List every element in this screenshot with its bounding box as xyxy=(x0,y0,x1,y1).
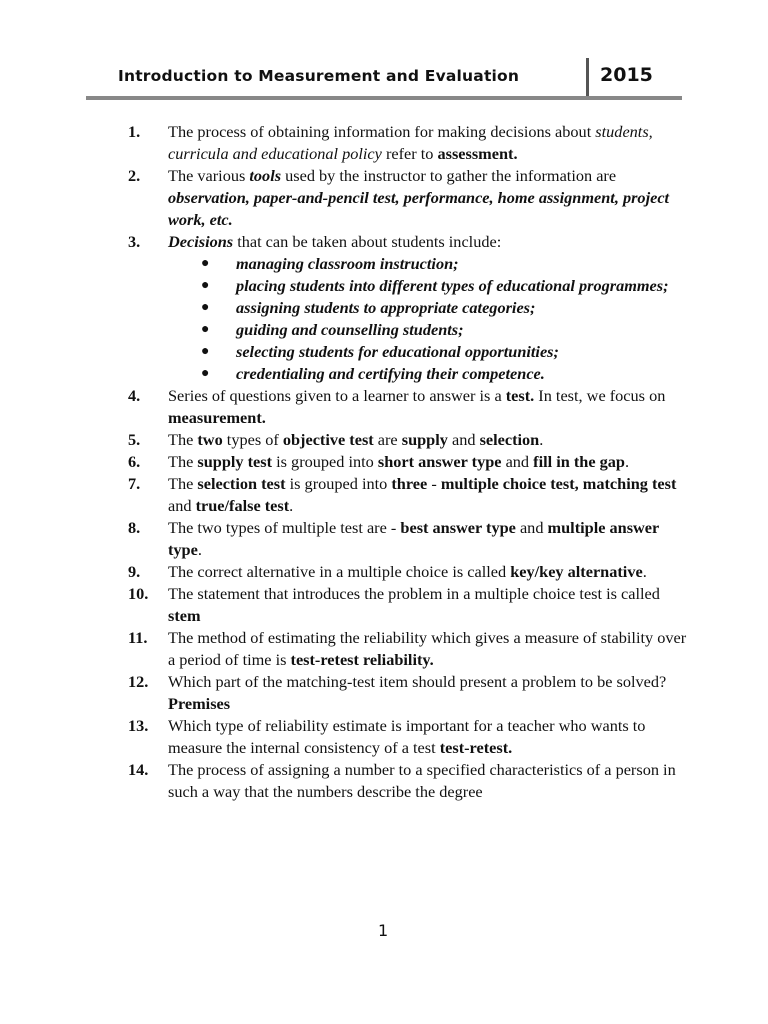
bullet-item xyxy=(201,341,688,363)
item-number: 7. xyxy=(128,474,141,493)
bullet-text: credentialing and certifying their competence. xyxy=(236,364,545,383)
text-run: and xyxy=(515,518,548,537)
item-number: 14. xyxy=(128,760,149,779)
text-run: multiple choice test, matching test xyxy=(440,474,677,493)
text-run: best answer type xyxy=(400,518,516,537)
text-run: two xyxy=(197,430,223,449)
text-run: . xyxy=(642,562,647,581)
list-item xyxy=(128,759,688,803)
text-run: . xyxy=(289,496,294,515)
text-run: short answer type xyxy=(377,452,502,471)
page-number: 1 xyxy=(378,921,389,940)
list-item xyxy=(128,583,688,627)
text-run: stem xyxy=(168,606,201,625)
bullet-item xyxy=(201,253,688,275)
list-item xyxy=(128,561,688,583)
bullet-text: managing classroom instruction; xyxy=(236,254,459,273)
item-text xyxy=(168,561,688,583)
item-text xyxy=(168,583,688,627)
header-rule xyxy=(86,96,682,100)
text-run: Which type of reliability estimate is important for a teacher who wants to measure the internal consistency of a test xyxy=(168,716,646,757)
list-item xyxy=(128,715,688,759)
item-number: 1. xyxy=(128,122,141,141)
text-run: The xyxy=(168,452,198,471)
text-run: Which part of the matching-test item should present a problem to be solved? xyxy=(168,672,667,691)
item-text xyxy=(168,671,688,715)
bullet-dot-icon: ● xyxy=(201,256,210,271)
item-text xyxy=(168,451,688,473)
text-run: that can be taken about students include: xyxy=(233,232,502,251)
text-run: The xyxy=(168,430,198,449)
text-run: Series of questions given to a learner to answer is a xyxy=(168,386,506,405)
item-number: 6. xyxy=(128,452,141,471)
text-run: is grouped into xyxy=(272,452,378,471)
page-header xyxy=(86,58,682,98)
item-text xyxy=(168,715,688,759)
bullet-item xyxy=(201,363,688,385)
item-number: 4. xyxy=(128,386,141,405)
list-item xyxy=(128,627,688,671)
text-run: - xyxy=(427,474,441,493)
item-text xyxy=(168,385,688,429)
item-text xyxy=(168,473,688,517)
item-text xyxy=(168,517,688,561)
bullet-dot-icon: ● xyxy=(201,366,210,381)
text-run: In test, we focus on xyxy=(534,386,666,405)
text-run: The statement that introduces the problem in a multiple choice test is called xyxy=(168,584,660,603)
item-number: 2. xyxy=(128,166,141,185)
list-item xyxy=(128,385,688,429)
text-run: selection xyxy=(479,430,540,449)
text-run: The method of estimating the reliability which gives a measure of stability over a period of time is xyxy=(168,628,687,669)
list-item xyxy=(128,231,688,253)
text-run: key/key alternative xyxy=(510,562,643,581)
bullet-dot-icon: ● xyxy=(201,300,210,315)
text-run: Premises xyxy=(168,694,231,713)
text-run: test-retest. xyxy=(439,738,513,757)
text-run: objective test xyxy=(282,430,374,449)
header-divider xyxy=(586,58,589,96)
text-run: Decisions xyxy=(168,232,234,251)
text-run: refer to xyxy=(381,144,438,163)
text-run: selection test xyxy=(197,474,286,493)
bullet-text: placing students into different types of educational programmes; xyxy=(236,276,669,295)
bullet-item xyxy=(201,297,688,319)
list-item xyxy=(128,671,688,715)
item-number: 11. xyxy=(128,628,148,647)
item-number: 12. xyxy=(128,672,149,691)
text-run: supply test xyxy=(197,452,273,471)
text-run: assessment. xyxy=(437,144,518,163)
document-title: Introduction to Measurement and Evaluation xyxy=(118,67,520,85)
item-text xyxy=(168,759,688,803)
item-text xyxy=(168,165,688,231)
item-text xyxy=(168,627,688,671)
bullet-text: selecting students for educational opportunities; xyxy=(236,342,559,361)
text-run: . xyxy=(624,452,630,471)
text-run: The process of assigning a number to a specified characteristics of a person in such a way that the numbers describe the degree xyxy=(168,760,676,801)
text-run: The various xyxy=(168,166,250,185)
list-item xyxy=(128,429,688,451)
text-run: used by the instructor to gather the information are xyxy=(281,166,617,185)
text-run: fill in the gap xyxy=(533,452,625,471)
item-number: 5. xyxy=(128,430,141,449)
list-item xyxy=(128,121,688,165)
item-number: 8. xyxy=(128,518,141,537)
text-run: . xyxy=(197,540,202,559)
text-run: and xyxy=(168,496,196,515)
document-year: 2015 xyxy=(600,64,653,86)
item-number: 10. xyxy=(128,584,149,603)
text-run: types of xyxy=(222,430,283,449)
question-list xyxy=(128,121,688,803)
list-item xyxy=(128,517,688,561)
text-run: and xyxy=(447,430,480,449)
item-text xyxy=(168,121,688,165)
text-run: is grouped into xyxy=(285,474,392,493)
text-run: students, curricula and educational policy xyxy=(168,122,653,163)
text-run: true/false test xyxy=(195,496,290,515)
bullet-item xyxy=(201,319,688,341)
item-text xyxy=(168,231,688,253)
text-run: multiple answer type xyxy=(168,518,659,559)
text-run: measurement. xyxy=(168,408,266,427)
bullet-text: guiding and counselling students; xyxy=(236,320,464,339)
text-run: tools xyxy=(249,166,282,185)
bullet-list xyxy=(201,253,688,385)
text-run: test. xyxy=(505,386,535,405)
text-run: The xyxy=(168,474,198,493)
text-run: . xyxy=(539,430,544,449)
text-run: supply xyxy=(401,430,448,449)
bullet-text: assigning students to appropriate categories; xyxy=(236,298,536,317)
bullet-dot-icon: ● xyxy=(201,278,210,293)
item-number: 9. xyxy=(128,562,141,581)
item-number: 3. xyxy=(128,232,141,251)
item-text xyxy=(168,429,688,451)
bullet-dot-icon: ● xyxy=(201,322,210,337)
list-item xyxy=(128,165,688,231)
text-run: The two types of multiple test are - xyxy=(168,518,401,537)
bullet-item xyxy=(201,275,688,297)
text-run: three xyxy=(391,474,428,493)
item-number: 13. xyxy=(128,716,149,735)
text-run: observation, paper-and-pencil test, performance, home assignment, project work, etc. xyxy=(168,188,670,229)
text-run: The correct alternative in a multiple choice is called xyxy=(168,562,511,581)
bullet-dot-icon: ● xyxy=(201,344,210,359)
list-item xyxy=(128,473,688,517)
text-run: test-retest reliability. xyxy=(290,650,434,669)
text-run: are xyxy=(373,430,402,449)
text-run: The process of obtaining information for making decisions about xyxy=(168,122,596,141)
text-run: and xyxy=(501,452,534,471)
list-item xyxy=(128,451,688,473)
